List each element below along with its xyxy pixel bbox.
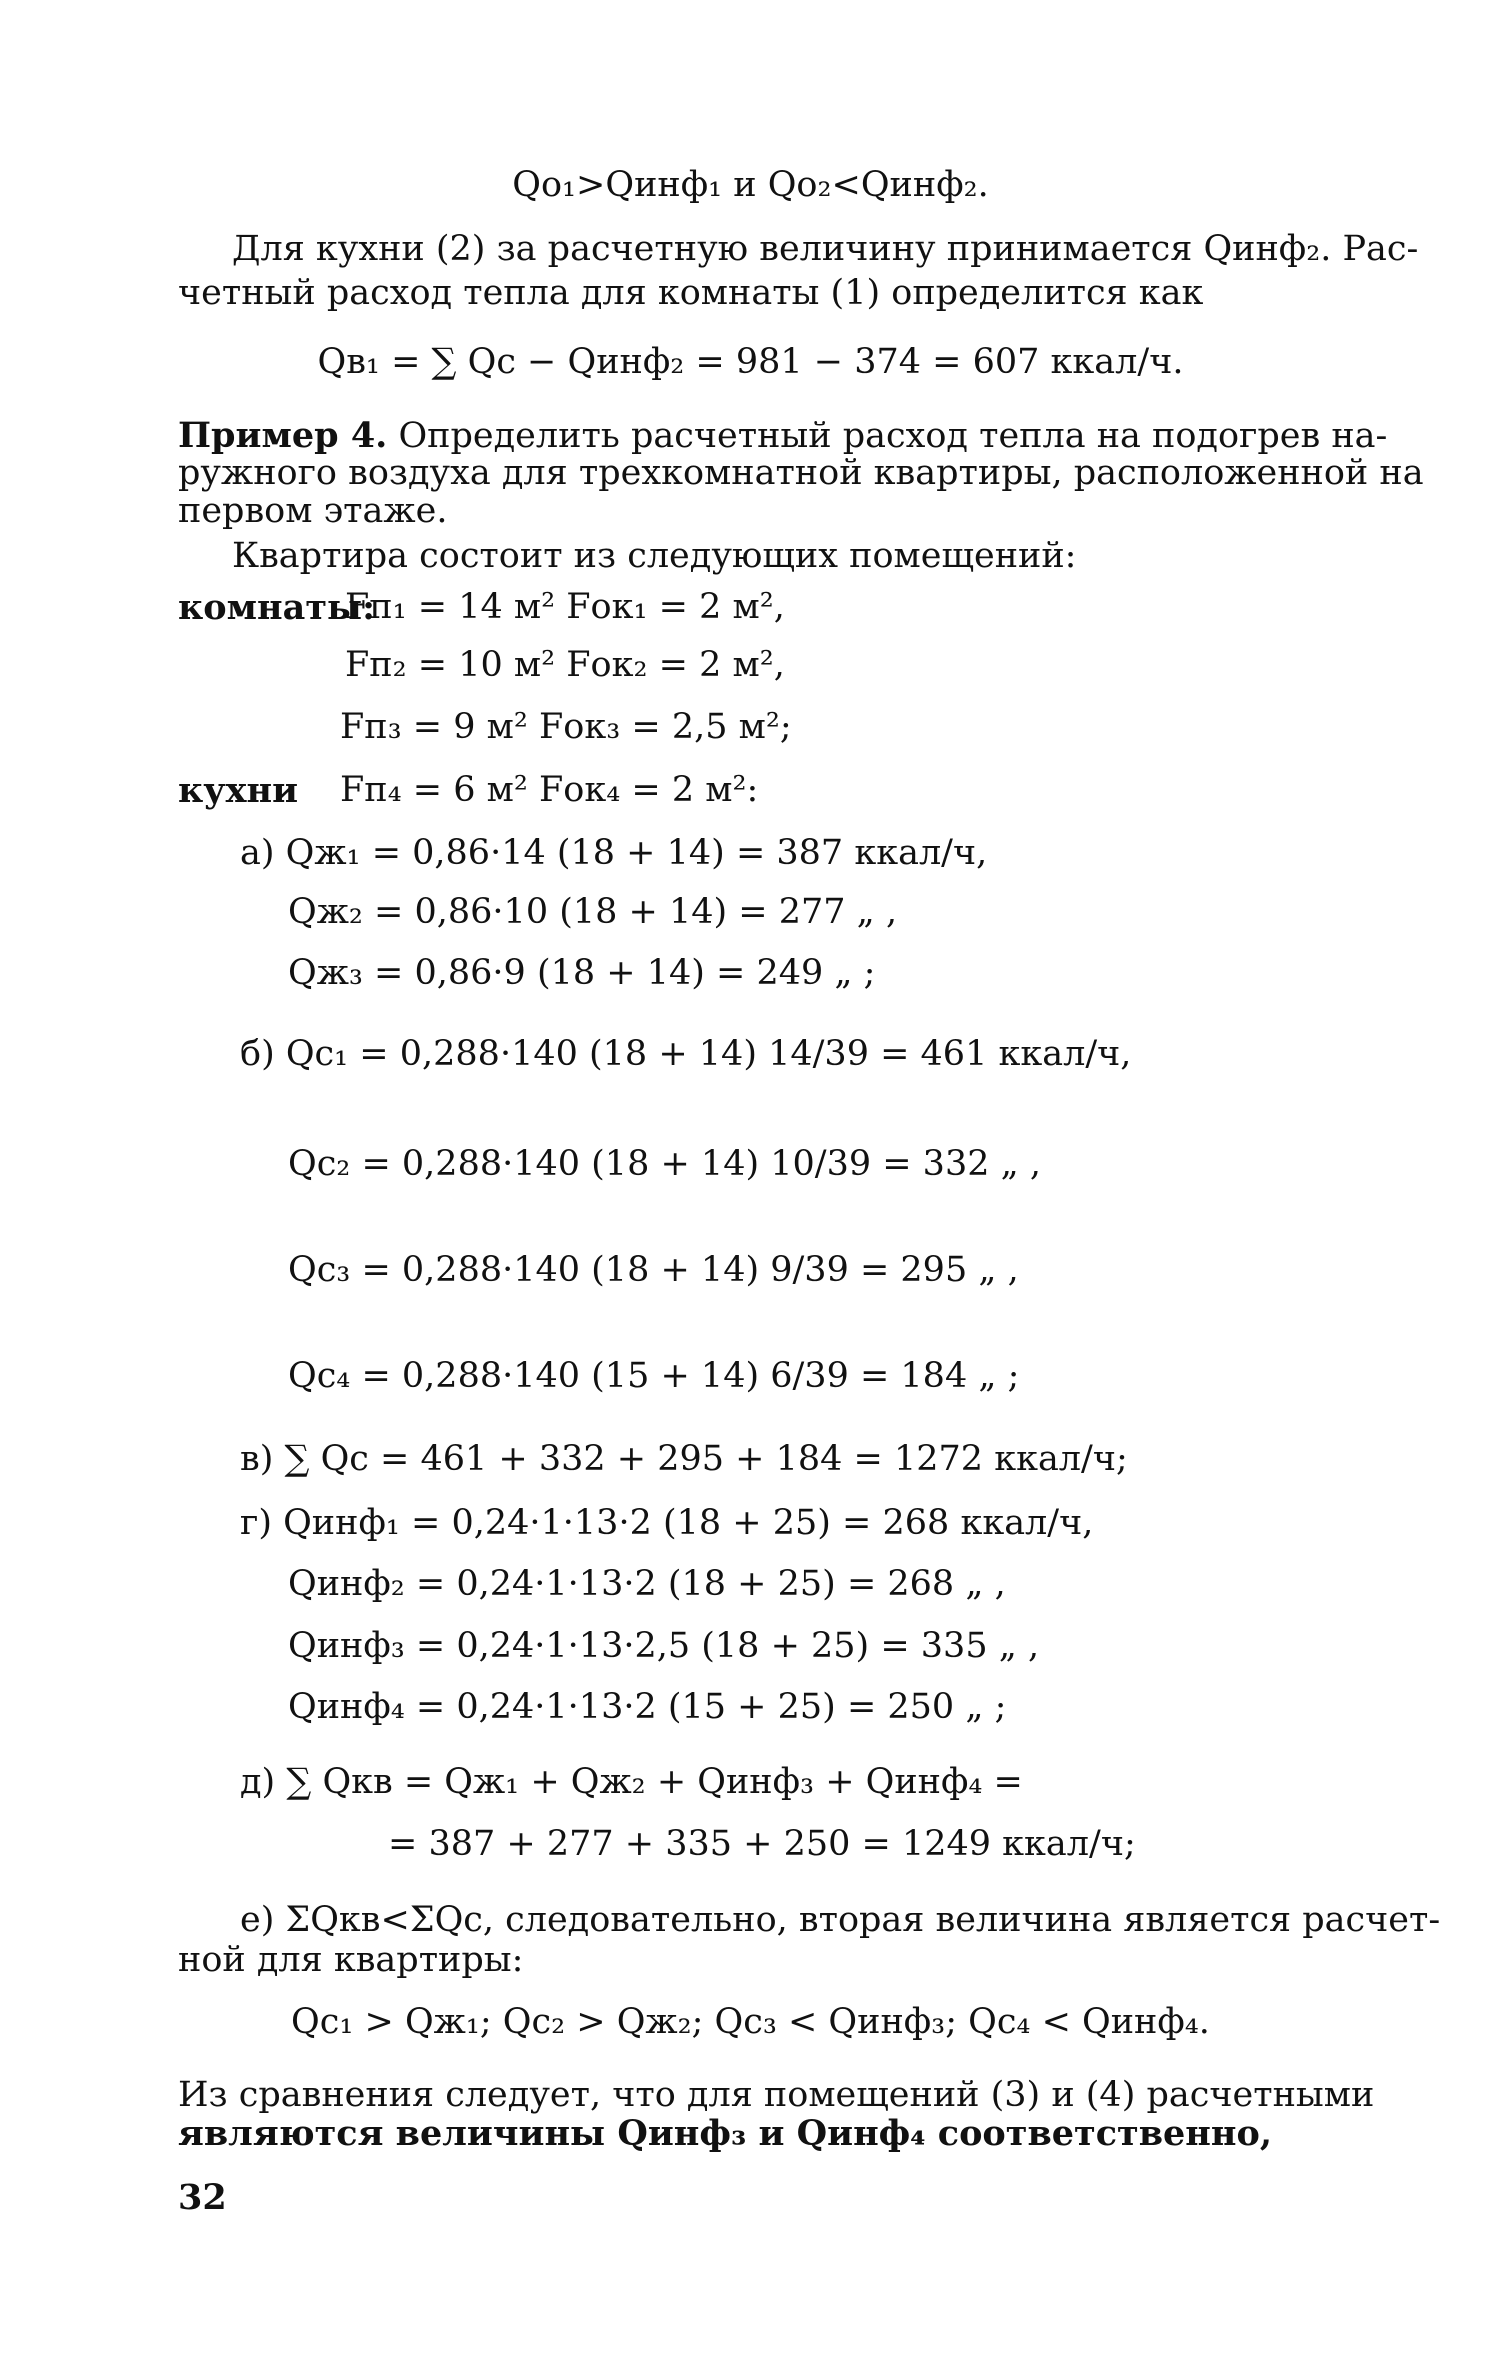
rooms-label: комнаты:: [178, 587, 376, 628]
text-e2: ной для квартиры:: [178, 1940, 524, 1980]
kitchen-label: кухни: [178, 770, 299, 811]
formula-b1: б) Qс₁ = 0,288·140 (18 + 14) 14/39 = 461 ккал/ч,: [240, 1034, 1132, 1074]
conclusion-line-2: являются величины Qинф₃ и Qинф₄ соответственно,: [178, 2113, 1273, 2154]
formula-a1: а) Qж₁ = 0,86·14 (18 + 14) = 387 ккал/ч,: [240, 833, 988, 873]
example-4-line: Пример 4. Определить расчетный расход тепла на подогрев на-: [178, 415, 1388, 456]
formula-g4: Qинф₄ = 0,24·1·13·2 (15 + 25) = 250 „ ;: [288, 1687, 1007, 1727]
line-7: первом этаже.: [178, 491, 448, 531]
conclusion-line-1: Из сравнения следует, что для помещений (3) и (4) расчетными: [178, 2075, 1375, 2115]
formula-g1: г) Qинф₁ = 0,24·1·13·2 (18 + 25) = 268 ккал/ч,: [240, 1503, 1094, 1543]
formula-g3: Qинф₃ = 0,24·1·13·2,5 (18 + 25) = 335 „ ,: [288, 1626, 1040, 1666]
room-3-areas: Fп₃ = 9 м² Fок₃ = 2,5 м²;: [340, 707, 792, 747]
formula-b2: Qс₂ = 0,288·140 (18 + 14) 10/39 = 332 „ ,: [288, 1144, 1041, 1184]
line-6: ружного воздуха для трехкомнатной квартиры, расположенной на: [178, 453, 1424, 493]
example-label: Пример 4.: [178, 415, 388, 456]
formula-g2: Qинф₂ = 0,24·1·13·2 (18 + 25) = 268 „ ,: [288, 1564, 1006, 1604]
formula-a3: Qж₃ = 0,86·9 (18 + 14) = 249 „ ;: [288, 953, 876, 993]
room-1-areas: Fп₁ = 14 м² Fок₁ = 2 м²,: [345, 587, 785, 627]
formula-d2: = 387 + 277 + 335 + 250 = 1249 ккал/ч;: [388, 1824, 1136, 1864]
line-3: четный расход тепла для комнаты (1) определится как: [178, 273, 1204, 313]
formula-d1: д) ∑ Qкв = Qж₁ + Qж₂ + Qинф₃ + Qинф₄ =: [240, 1762, 1023, 1802]
line-8: Квартира состоит из следующих помещений:: [232, 536, 1077, 576]
page-number: 32: [178, 2177, 227, 2218]
line-1: Qо₁>Qинф₁ и Qо₂<Qинф₂.: [512, 165, 989, 205]
comparison-formula: Qс₁ > Qж₁; Qс₂ > Qж₂; Qс₃ < Qинф₃; Qс₄ < Qинф₄.: [291, 2002, 1210, 2042]
formula-b4: Qс₄ = 0,288·140 (15 + 14) 6/39 = 184 „ ;: [288, 1356, 1020, 1396]
formula-b3: Qс₃ = 0,288·140 (18 + 14) 9/39 = 295 „ ,: [288, 1250, 1019, 1290]
text-e1: е) ΣQкв<ΣQс, следовательно, вторая величина является расчет-: [240, 1900, 1441, 1940]
formula-a2: Qж₂ = 0,86·10 (18 + 14) = 277 „ ,: [288, 892, 898, 932]
room-4-areas: Fп₄ = 6 м² Fок₄ = 2 м²:: [340, 770, 759, 810]
formula-qv1: Qв₁ = ∑ Qс − Qинф₂ = 981 − 374 = 607 ккал/ч.: [317, 342, 1184, 382]
formula-v: в) ∑ Qс = 461 + 332 + 295 + 184 = 1272 ккал/ч;: [240, 1439, 1128, 1479]
room-2-areas: Fп₂ = 10 м² Fок₂ = 2 м²,: [345, 645, 785, 685]
line-2: Для кухни (2) за расчетную величину принимается Qинф₂. Рас-: [232, 229, 1419, 269]
